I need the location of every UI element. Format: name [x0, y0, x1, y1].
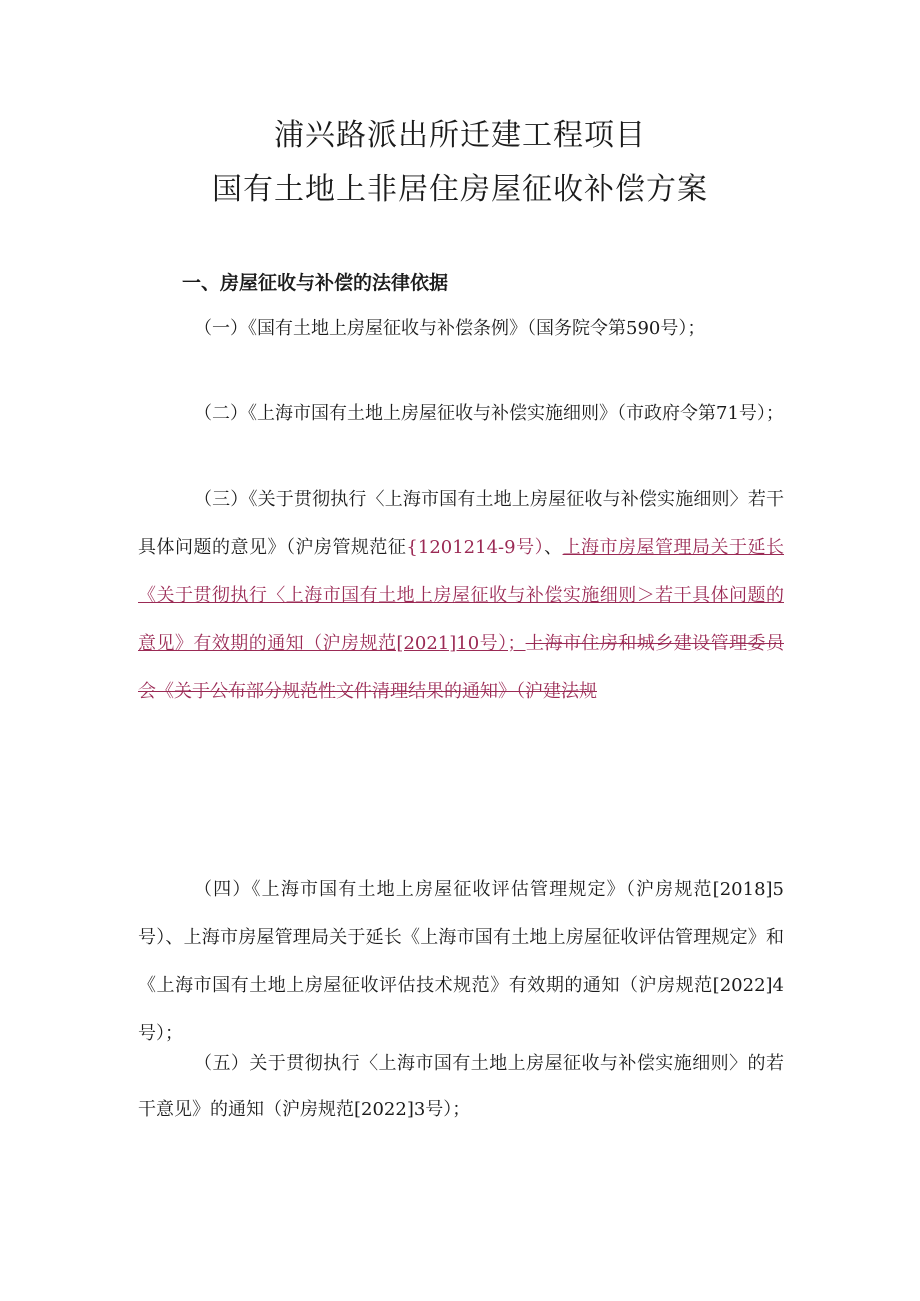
- item-3-inserted-text: 上海市房屋管理局关于延长《关于贯彻执行〈上海市国有土地上房屋征收与补偿实施细则＞若干具体问题的意见》有效期的通知（沪房规范[2021]10号）；: [138, 537, 785, 654]
- section-heading-legal-basis: 一、房屋征收与补偿的法律依据: [182, 272, 449, 294]
- document-title-line-2: 国有土地上非居住房屋征收补偿方案: [212, 172, 708, 207]
- legal-basis-item-3: [138, 476, 784, 716]
- document-title-line-1: 浦兴路派出所迁建工程项目: [274, 118, 646, 153]
- item-3-deleted-text: 上海市住房和城乡建设管理委员会《关于公布部分规范性文件清理结果的通知》（沪建法规: [138, 633, 784, 702]
- legal-basis-item-1: （一）《国有土地上房屋征收与补偿条例》（国务院令第590号）；: [194, 318, 706, 339]
- item-3-revised-number: {1201214-9号）: [406, 537, 545, 558]
- legal-basis-item-4: （四）《上海市国有土地上房屋征收评估管理规定》（沪房规范[2018]5号）、上海市房屋管理局关于延长《上海市国有土地上房屋征收评估管理规定》和《上海市国有土地上房屋征收评估技术规范》有效期的通知（沪房规范[2022]4号）；: [138, 879, 784, 1044]
- legal-basis-item-2: （二）《上海市国有土地上房屋征收与补偿实施细则》（市政府令第71号）；: [194, 403, 784, 424]
- item-3-text: （三）《关于贯彻执行〈上海市国有土地上房屋征收与补偿实施细则〉若干具体问题的意见》（沪房管规范征: [138, 489, 784, 558]
- legal-basis-item-5: （五）关于贯彻执行〈上海市国有土地上房屋征收与补偿实施细则〉的若干意见》的通知（沪房规范[2022]3号）；: [138, 1053, 784, 1120]
- item-3-separator: 、: [544, 537, 563, 558]
